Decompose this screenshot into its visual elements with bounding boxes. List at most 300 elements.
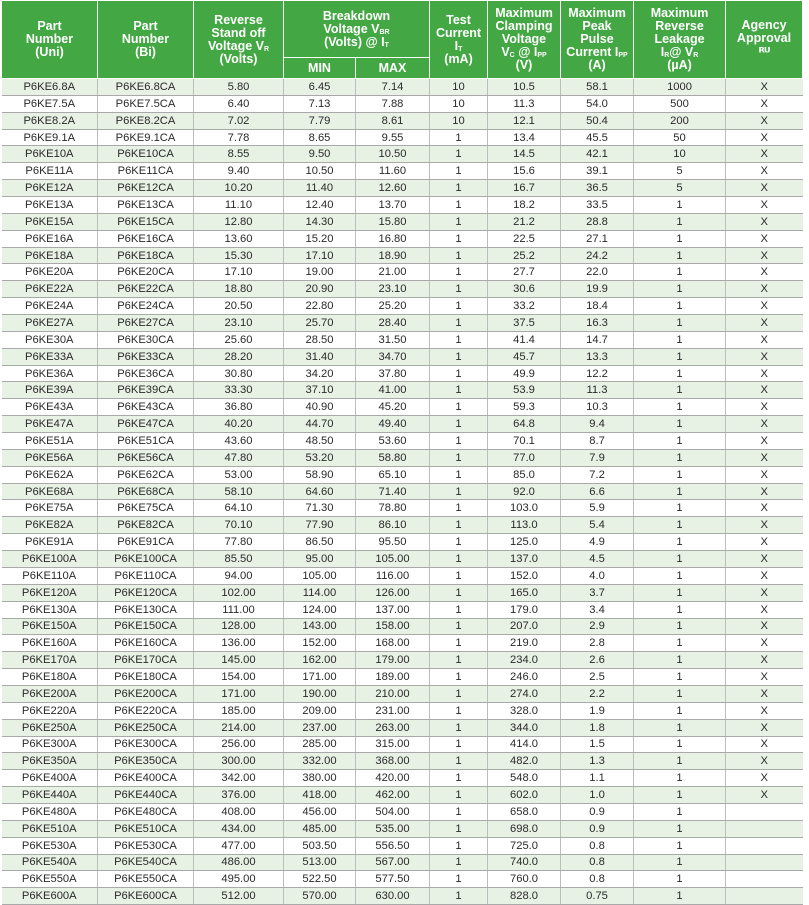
cell-agency-approval: X	[726, 180, 803, 197]
cell-reverse-leakage: 1	[634, 669, 726, 686]
table-row	[2, 433, 803, 450]
cell-test-current: 1	[430, 871, 488, 888]
cell-breakdown-min: 9.50	[284, 146, 356, 163]
cell-clamping-voltage: 11.3	[488, 95, 561, 112]
table-row	[2, 247, 803, 264]
cell-test-current: 1	[430, 854, 488, 871]
cell-breakdown-max: 556.50	[356, 837, 430, 854]
cell-breakdown-max: 630.00	[356, 888, 430, 905]
cell-part-bi: P6KE540CA	[98, 854, 194, 871]
cell-breakdown-max: 8.61	[356, 112, 430, 129]
cell-part-uni: P6KE440A	[2, 787, 98, 804]
cell-breakdown-min: 20.90	[284, 281, 356, 298]
cell-peak-pulse-current: 0.75	[561, 888, 634, 905]
table-row	[2, 567, 803, 584]
cell-reverse-standoff: 486.00	[194, 854, 284, 871]
cell-agency-approval	[726, 837, 803, 854]
cell-reverse-standoff: 408.00	[194, 803, 284, 820]
cell-clamping-voltage: 725.0	[488, 837, 561, 854]
cell-part-bi: P6KE51CA	[98, 433, 194, 450]
cell-part-uni: P6KE13A	[2, 197, 98, 214]
cell-reverse-leakage: 1	[634, 685, 726, 702]
cell-peak-pulse-current: 0.8	[561, 854, 634, 871]
col-breakdown-voltage: Breakdown Voltage $V_{BR}$ (Volts) @ $I_T$	[284, 1, 430, 58]
cell-agency-approval: X	[726, 433, 803, 450]
cell-peak-pulse-current: 19.9	[561, 281, 634, 298]
cell-clamping-voltage: 179.0	[488, 601, 561, 618]
cell-clamping-voltage: 219.0	[488, 635, 561, 652]
cell-part-uni: P6KE39A	[2, 382, 98, 399]
cell-part-uni: P6KE24A	[2, 298, 98, 315]
cell-part-bi: P6KE11CA	[98, 163, 194, 180]
cell-breakdown-min: 485.00	[284, 820, 356, 837]
cell-part-bi: P6KE600CA	[98, 888, 194, 905]
cell-clamping-voltage: 41.4	[488, 331, 561, 348]
cell-test-current: 1	[430, 483, 488, 500]
cell-part-bi: P6KE43CA	[98, 399, 194, 416]
cell-test-current: 1	[430, 803, 488, 820]
cell-agency-approval: X	[726, 298, 803, 315]
cell-part-bi: P6KE550CA	[98, 871, 194, 888]
cell-peak-pulse-current: 7.9	[561, 449, 634, 466]
cell-clamping-voltage: 33.2	[488, 298, 561, 315]
cell-reverse-leakage: 50	[634, 129, 726, 146]
cell-clamping-voltage: 10.5	[488, 79, 561, 96]
cell-clamping-voltage: 37.5	[488, 315, 561, 332]
cell-part-uni: P6KE110A	[2, 567, 98, 584]
cell-test-current: 1	[430, 551, 488, 568]
table-row	[2, 770, 803, 787]
cell-agency-approval: X	[726, 618, 803, 635]
cell-agency-approval	[726, 820, 803, 837]
cell-peak-pulse-current: 2.8	[561, 635, 634, 652]
cell-peak-pulse-current: 2.9	[561, 618, 634, 635]
cell-reverse-standoff: 13.60	[194, 230, 284, 247]
cell-part-uni: P6KE200A	[2, 685, 98, 702]
cell-breakdown-min: 114.00	[284, 584, 356, 601]
cell-reverse-leakage: 1	[634, 753, 726, 770]
table-row	[2, 719, 803, 736]
cell-peak-pulse-current: 13.3	[561, 348, 634, 365]
cell-clamping-voltage: 92.0	[488, 483, 561, 500]
table-row	[2, 315, 803, 332]
cell-reverse-standoff: 53.00	[194, 466, 284, 483]
table-row	[2, 803, 803, 820]
cell-test-current: 1	[430, 534, 488, 551]
cell-part-uni: P6KE170A	[2, 652, 98, 669]
cell-breakdown-max: 504.00	[356, 803, 430, 820]
cell-reverse-leakage: 5	[634, 180, 726, 197]
cell-breakdown-max: 49.40	[356, 416, 430, 433]
cell-clamping-voltage: 64.8	[488, 416, 561, 433]
cell-clamping-voltage: 828.0	[488, 888, 561, 905]
cell-breakdown-max: 126.00	[356, 584, 430, 601]
cell-breakdown-max: 535.00	[356, 820, 430, 837]
cell-breakdown-min: 15.20	[284, 230, 356, 247]
cell-test-current: 1	[430, 416, 488, 433]
cell-breakdown-min: 513.00	[284, 854, 356, 871]
cell-test-current: 1	[430, 331, 488, 348]
cell-breakdown-min: 152.00	[284, 635, 356, 652]
cell-test-current: 1	[430, 298, 488, 315]
cell-peak-pulse-current: 22.0	[561, 264, 634, 281]
cell-reverse-standoff: 36.80	[194, 399, 284, 416]
cell-test-current: 1	[430, 129, 488, 146]
cell-part-uni: P6KE480A	[2, 803, 98, 820]
table-row	[2, 635, 803, 652]
cell-agency-approval: X	[726, 567, 803, 584]
cell-part-uni: P6KE130A	[2, 601, 98, 618]
cell-clamping-voltage: 18.2	[488, 197, 561, 214]
cell-clamping-voltage: 27.7	[488, 264, 561, 281]
cell-test-current: 1	[430, 669, 488, 686]
cell-part-bi: P6KE200CA	[98, 685, 194, 702]
cell-part-bi: P6KE10CA	[98, 146, 194, 163]
cell-part-uni: P6KE350A	[2, 753, 98, 770]
cell-test-current: 1	[430, 500, 488, 517]
table-row	[2, 281, 803, 298]
cell-reverse-leakage: 1	[634, 416, 726, 433]
cell-part-bi: P6KE47CA	[98, 416, 194, 433]
cell-peak-pulse-current: 6.6	[561, 483, 634, 500]
cell-clamping-voltage: 602.0	[488, 787, 561, 804]
cell-reverse-leakage: 1	[634, 601, 726, 618]
cell-clamping-voltage: 414.0	[488, 736, 561, 753]
table-row	[2, 146, 803, 163]
cell-peak-pulse-current: 33.5	[561, 197, 634, 214]
cell-part-bi: P6KE39CA	[98, 382, 194, 399]
cell-part-bi: P6KE6.8CA	[98, 79, 194, 96]
col-reverse-standoff: Reverse Stand off Voltage $V_R$ (Volts)	[194, 1, 284, 79]
cell-breakdown-min: 332.00	[284, 753, 356, 770]
cell-part-uni: P6KE300A	[2, 736, 98, 753]
cell-agency-approval: X	[726, 669, 803, 686]
cell-reverse-leakage: 1	[634, 551, 726, 568]
cell-breakdown-max: 41.00	[356, 382, 430, 399]
cell-reverse-leakage: 200	[634, 112, 726, 129]
cell-clamping-voltage: 21.2	[488, 213, 561, 230]
cell-reverse-leakage: 1	[634, 871, 726, 888]
cell-test-current: 1	[430, 264, 488, 281]
cell-breakdown-min: 285.00	[284, 736, 356, 753]
cell-part-uni: P6KE47A	[2, 416, 98, 433]
cell-clamping-voltage: 25.2	[488, 247, 561, 264]
col-part-bi: Part Number (Bi)	[98, 1, 194, 79]
cell-clamping-voltage: 103.0	[488, 500, 561, 517]
cell-reverse-leakage: 1	[634, 719, 726, 736]
col-clamping-voltage: Maximum Clamping Voltage $V_C$ @ $I_{PP}$ (V)	[488, 1, 561, 79]
col-peak-pulse-current: Maximum Peak Pulse Current $I_{PP}$ (A)	[561, 1, 634, 79]
table-row	[2, 871, 803, 888]
cell-reverse-standoff: 28.20	[194, 348, 284, 365]
cell-agency-approval: X	[726, 264, 803, 281]
cell-agency-approval: X	[726, 365, 803, 382]
cell-agency-approval: X	[726, 331, 803, 348]
cell-part-bi: P6KE480CA	[98, 803, 194, 820]
cell-reverse-standoff: 20.50	[194, 298, 284, 315]
cell-part-uni: P6KE250A	[2, 719, 98, 736]
cell-breakdown-min: 48.50	[284, 433, 356, 450]
cell-part-bi: P6KE27CA	[98, 315, 194, 332]
cell-peak-pulse-current: 0.8	[561, 871, 634, 888]
cell-reverse-standoff: 47.80	[194, 449, 284, 466]
cell-test-current: 10	[430, 95, 488, 112]
cell-part-uni: P6KE510A	[2, 820, 98, 837]
cell-reverse-leakage: 1	[634, 230, 726, 247]
cell-reverse-leakage: 1	[634, 213, 726, 230]
cell-breakdown-max: 189.00	[356, 669, 430, 686]
cell-peak-pulse-current: 28.8	[561, 213, 634, 230]
cell-part-uni: P6KE56A	[2, 449, 98, 466]
cell-peak-pulse-current: 2.2	[561, 685, 634, 702]
table-row	[2, 180, 803, 197]
cell-reverse-leakage: 1	[634, 348, 726, 365]
cell-part-bi: P6KE130CA	[98, 601, 194, 618]
cell-agency-approval: X	[726, 95, 803, 112]
cell-reverse-standoff: 171.00	[194, 685, 284, 702]
cell-reverse-leakage: 1	[634, 281, 726, 298]
cell-reverse-standoff: 94.00	[194, 567, 284, 584]
cell-part-bi: P6KE160CA	[98, 635, 194, 652]
table-row	[2, 129, 803, 146]
cell-peak-pulse-current: 54.0	[561, 95, 634, 112]
cell-reverse-leakage: 1	[634, 466, 726, 483]
cell-part-bi: P6KE170CA	[98, 652, 194, 669]
cell-breakdown-min: 40.90	[284, 399, 356, 416]
cell-breakdown-max: 18.90	[356, 247, 430, 264]
cell-reverse-standoff: 256.00	[194, 736, 284, 753]
cell-agency-approval	[726, 888, 803, 905]
cell-reverse-standoff: 7.02	[194, 112, 284, 129]
cell-part-uni: P6KE11A	[2, 163, 98, 180]
table-row	[2, 534, 803, 551]
cell-clamping-voltage: 548.0	[488, 770, 561, 787]
cell-breakdown-min: 44.70	[284, 416, 356, 433]
table-row	[2, 837, 803, 854]
table-row	[2, 753, 803, 770]
cell-clamping-voltage: 77.0	[488, 449, 561, 466]
cell-reverse-leakage: 1000	[634, 79, 726, 96]
cell-reverse-standoff: 300.00	[194, 753, 284, 770]
cell-agency-approval: X	[726, 787, 803, 804]
table-row	[2, 483, 803, 500]
cell-test-current: 1	[430, 635, 488, 652]
cell-agency-approval: X	[726, 635, 803, 652]
cell-breakdown-max: 45.20	[356, 399, 430, 416]
cell-breakdown-max: 16.80	[356, 230, 430, 247]
cell-clamping-voltage: 12.1	[488, 112, 561, 129]
cell-breakdown-max: 368.00	[356, 753, 430, 770]
table-row	[2, 551, 803, 568]
cell-reverse-leakage: 1	[634, 433, 726, 450]
cell-part-uni: P6KE120A	[2, 584, 98, 601]
cell-breakdown-min: 95.00	[284, 551, 356, 568]
cell-peak-pulse-current: 2.6	[561, 652, 634, 669]
cell-peak-pulse-current: 16.3	[561, 315, 634, 332]
cell-clamping-voltage: 274.0	[488, 685, 561, 702]
cell-part-bi: P6KE75CA	[98, 500, 194, 517]
cell-clamping-voltage: 740.0	[488, 854, 561, 871]
cell-reverse-standoff: 154.00	[194, 669, 284, 686]
cell-test-current: 1	[430, 652, 488, 669]
table-row	[2, 264, 803, 281]
cell-breakdown-min: 7.79	[284, 112, 356, 129]
cell-clamping-voltage: 113.0	[488, 517, 561, 534]
cell-part-uni: P6KE82A	[2, 517, 98, 534]
table-row	[2, 787, 803, 804]
cell-clamping-voltage: 137.0	[488, 551, 561, 568]
cell-agency-approval: X	[726, 483, 803, 500]
cell-breakdown-min: 8.65	[284, 129, 356, 146]
cell-reverse-standoff: 30.80	[194, 365, 284, 382]
cell-reverse-standoff: 111.00	[194, 601, 284, 618]
cell-breakdown-max: 34.70	[356, 348, 430, 365]
cell-breakdown-min: 522.50	[284, 871, 356, 888]
cell-peak-pulse-current: 1.5	[561, 736, 634, 753]
cell-peak-pulse-current: 1.1	[561, 770, 634, 787]
cell-test-current: 1	[430, 466, 488, 483]
cell-breakdown-min: 71.30	[284, 500, 356, 517]
cell-reverse-standoff: 43.60	[194, 433, 284, 450]
cell-test-current: 1	[430, 382, 488, 399]
table-row	[2, 618, 803, 635]
cell-reverse-standoff: 25.60	[194, 331, 284, 348]
cell-breakdown-min: 171.00	[284, 669, 356, 686]
cell-reverse-leakage: 1	[634, 635, 726, 652]
cell-agency-approval: X	[726, 163, 803, 180]
cell-breakdown-min: 77.90	[284, 517, 356, 534]
cell-part-uni: P6KE180A	[2, 669, 98, 686]
cell-test-current: 1	[430, 753, 488, 770]
col-part-uni: Part Number (Uni)	[2, 1, 98, 79]
cell-breakdown-max: 58.80	[356, 449, 430, 466]
cell-reverse-leakage: 1	[634, 264, 726, 281]
cell-agency-approval: X	[726, 146, 803, 163]
cell-agency-approval: X	[726, 416, 803, 433]
cell-peak-pulse-current: 1.9	[561, 702, 634, 719]
cell-part-bi: P6KE24CA	[98, 298, 194, 315]
cell-reverse-standoff: 5.80	[194, 79, 284, 96]
cell-agency-approval: X	[726, 466, 803, 483]
cell-reverse-leakage: 5	[634, 163, 726, 180]
cell-peak-pulse-current: 11.3	[561, 382, 634, 399]
cell-reverse-standoff: 102.00	[194, 584, 284, 601]
cell-reverse-leakage: 1	[634, 702, 726, 719]
cell-agency-approval: X	[726, 382, 803, 399]
table-row	[2, 382, 803, 399]
cell-reverse-leakage: 1	[634, 331, 726, 348]
table-row	[2, 584, 803, 601]
cell-reverse-leakage: 1	[634, 483, 726, 500]
cell-breakdown-min: 37.10	[284, 382, 356, 399]
table-row	[2, 888, 803, 905]
table-row	[2, 669, 803, 686]
cell-agency-approval: X	[726, 500, 803, 517]
cell-part-uni: P6KE51A	[2, 433, 98, 450]
cell-part-bi: P6KE16CA	[98, 230, 194, 247]
cell-breakdown-max: 12.60	[356, 180, 430, 197]
cell-clamping-voltage: 698.0	[488, 820, 561, 837]
table-row	[2, 213, 803, 230]
cell-test-current: 1	[430, 163, 488, 180]
table-row	[2, 652, 803, 669]
cell-part-uni: P6KE160A	[2, 635, 98, 652]
cell-breakdown-max: 7.14	[356, 79, 430, 96]
cell-test-current: 1	[430, 736, 488, 753]
cell-part-uni: P6KE12A	[2, 180, 98, 197]
cell-reverse-leakage: 1	[634, 770, 726, 787]
cell-test-current: 1	[430, 315, 488, 332]
cell-breakdown-max: 137.00	[356, 601, 430, 618]
cell-part-bi: P6KE7.5CA	[98, 95, 194, 112]
cell-reverse-standoff: 8.55	[194, 146, 284, 163]
cell-part-bi: P6KE22CA	[98, 281, 194, 298]
cell-part-bi: P6KE56CA	[98, 449, 194, 466]
cell-clamping-voltage: 15.6	[488, 163, 561, 180]
cell-part-bi: P6KE110CA	[98, 567, 194, 584]
cell-test-current: 1	[430, 685, 488, 702]
cell-peak-pulse-current: 8.7	[561, 433, 634, 450]
table-row	[2, 517, 803, 534]
table-row	[2, 79, 803, 96]
cell-reverse-standoff: 7.78	[194, 129, 284, 146]
cell-reverse-leakage: 10	[634, 146, 726, 163]
cell-reverse-leakage: 1	[634, 837, 726, 854]
cell-peak-pulse-current: 14.7	[561, 331, 634, 348]
cell-reverse-standoff: 58.10	[194, 483, 284, 500]
cell-reverse-leakage: 1	[634, 534, 726, 551]
cell-part-bi: P6KE150CA	[98, 618, 194, 635]
cell-reverse-leakage: 1	[634, 365, 726, 382]
cell-part-bi: P6KE82CA	[98, 517, 194, 534]
cell-breakdown-max: 263.00	[356, 719, 430, 736]
cell-agency-approval: X	[726, 584, 803, 601]
cell-reverse-standoff: 434.00	[194, 820, 284, 837]
cell-reverse-standoff: 17.10	[194, 264, 284, 281]
cell-test-current: 1	[430, 517, 488, 534]
cell-reverse-standoff: 342.00	[194, 770, 284, 787]
cell-agency-approval: X	[726, 230, 803, 247]
cell-part-bi: P6KE180CA	[98, 669, 194, 686]
cell-part-uni: P6KE400A	[2, 770, 98, 787]
cell-agency-approval: X	[726, 348, 803, 365]
cell-agency-approval: X	[726, 399, 803, 416]
cell-peak-pulse-current: 2.5	[561, 669, 634, 686]
cell-peak-pulse-current: 36.5	[561, 180, 634, 197]
cell-part-uni: P6KE220A	[2, 702, 98, 719]
cell-reverse-leakage: 1	[634, 500, 726, 517]
cell-clamping-voltage: 760.0	[488, 871, 561, 888]
cell-breakdown-max: 105.00	[356, 551, 430, 568]
cell-part-uni: P6KE68A	[2, 483, 98, 500]
cell-reverse-standoff: 70.10	[194, 517, 284, 534]
cell-test-current: 10	[430, 112, 488, 129]
cell-agency-approval: X	[726, 315, 803, 332]
cell-clamping-voltage: 207.0	[488, 618, 561, 635]
cell-breakdown-max: 37.80	[356, 365, 430, 382]
cell-part-uni: P6KE10A	[2, 146, 98, 163]
cell-part-bi: P6KE440CA	[98, 787, 194, 804]
cell-clamping-voltage: 59.3	[488, 399, 561, 416]
cell-agency-approval: X	[726, 702, 803, 719]
cell-part-uni: P6KE9.1A	[2, 129, 98, 146]
cell-peak-pulse-current: 4.5	[561, 551, 634, 568]
cell-agency-approval: X	[726, 770, 803, 787]
cell-breakdown-min: 10.50	[284, 163, 356, 180]
cell-peak-pulse-current: 3.7	[561, 584, 634, 601]
cell-breakdown-max: 210.00	[356, 685, 430, 702]
cell-breakdown-min: 209.00	[284, 702, 356, 719]
